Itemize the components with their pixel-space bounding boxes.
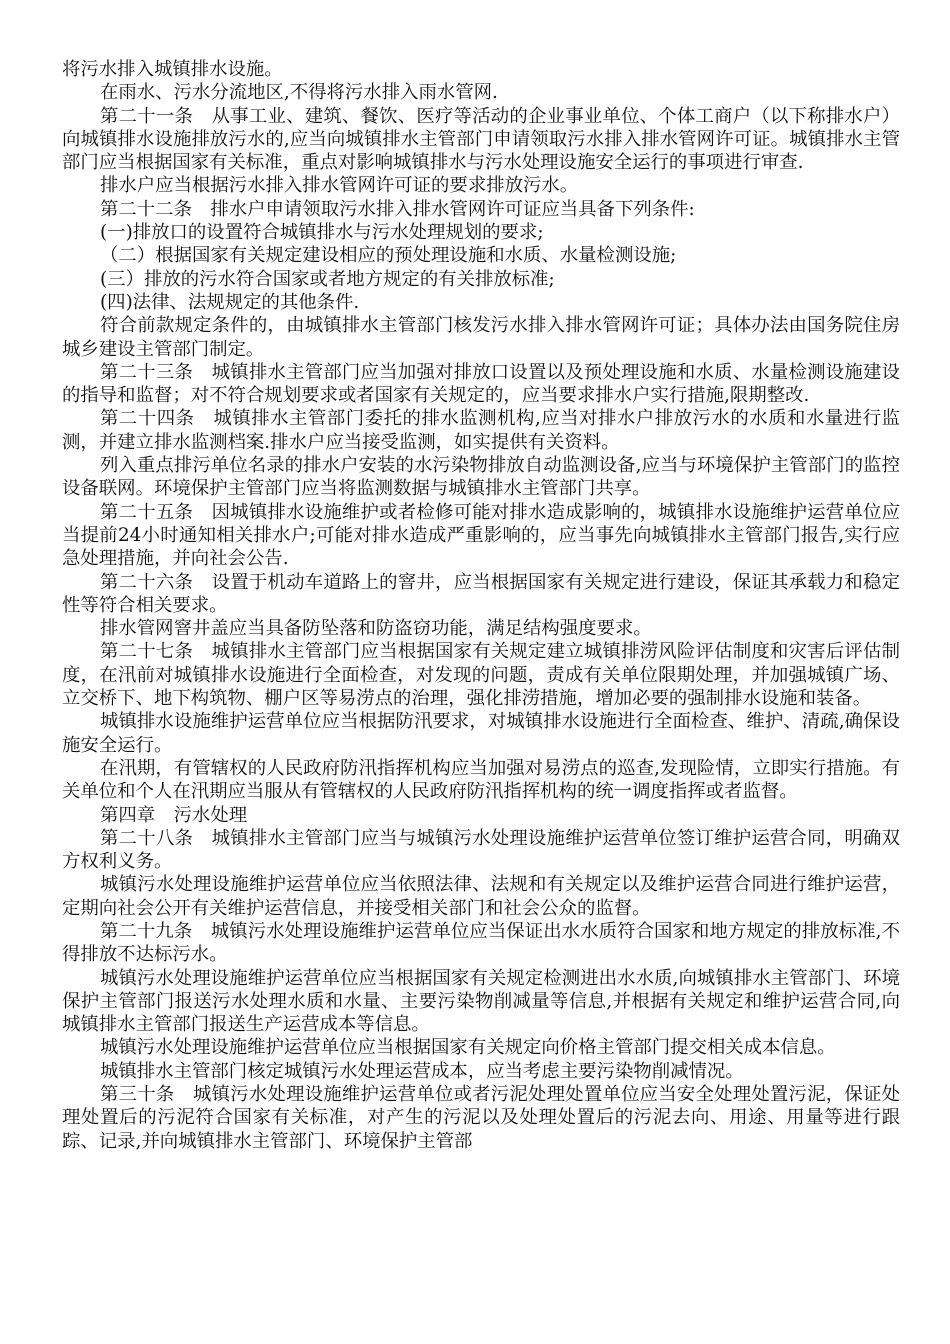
list-item: (一)排放口的设置符合城镇排水与污水处理规划的要求; [100,222,544,244]
list-item: (三）排放的污水符合国家或者地方规定的有关排放标准; [100,268,555,290]
article-23: 第二十三条 城镇排水主管部门应当加强对排放口设置以及预处理设施和水质、水量检测设施建设的指导和监督；对不符合规划要求或者国家有关规定的，应当要求排水户实行措施,限期整改. [62,361,900,407]
paragraph: 在汛期，有管辖权的人民政府防汛指挥机构应当加强对易涝点的巡查,发现险情，立即实行措施。有关单位和个人在汛期应当服从有管辖权的人民政府防汛指挥机构的统一调度指挥或者监督。 [62,757,900,803]
article-27: 第二十七条 城镇排水主管部门应当根据国家有关规定建立城镇排涝风险评估制度和灾害后评估制度，在汛前对城镇排水设施进行全面检查，对发现的问题，责成有关单位限期处理，并加强城镇广场、立交桥下、地下构筑物、棚户区等易涝点的治理，强化排涝措施，增加必要的强制排水设施和装备。 [62,641,900,710]
paragraph: 在雨水、污水分流地区,不得将污水排入雨水管网. [100,82,498,104]
paragraph: 城镇污水处理设施维护运营单位应当根据国家有关规定检测进出水水质,向城镇排水主管部门、环境保护主管部门报送污水处理水质和水量、主要污染物削减量等信息,并根据有关规定和维护运营合同,向城镇排水主管部门报送生产运营成本等信息。 [62,967,900,1036]
list-item: (四)法律、法规规定的其他条件. [100,291,360,313]
article-29: 第二十九条 城镇污水处理设施维护运营单位应当保证出水水质符合国家和地方规定的排放标准,不得排放不达标污水。 [62,920,900,966]
paragraph: 城镇排水设施维护运营单位应当根据防汛要求，对城镇排水设施进行全面检查、维护、清疏,确保设施安全运行。 [62,711,900,756]
article-22: 第二十二条 排水户申请领取污水排入排水管网许可证应当具备下列条件: [100,198,695,220]
document-page [62,58,900,1153]
paragraph: 列入重点排污单位名录的排水户安装的水污染物排放自动监测设备,应当与环境保护主管部门的监控设备联网。环境保护主管部门应当将监测数据与城镇排水主管部门共享。 [62,455,900,500]
chapter-heading: 第四章 污水处理 [100,804,248,826]
article-24: 第二十四条 城镇排水主管部门委托的排水监测机构,应当对排水户排放污水的水质和水量进行监测，并建立排水监测档案.排水户应当接受监测，如实提供有关资料。 [62,408,900,453]
paragraph: 城镇污水处理设施维护运营单位应当根据国家有关规定向价格主管部门提交相关成本信息。 [100,1037,836,1059]
paragraph: 排水管网窨井盖应当具备防坠落和防盗窃功能，满足结构强度要求。 [100,618,652,640]
article-21: 第二十一条 从事工业、建筑、餐饮、医疗等活动的企业事业单位、个体工商户（以下称排水户）向城镇排水设施排放污水的,应当向城镇排水主管部门申请领取污水排入排水管网许可证。城镇排水主管部门应当根据国家有关标准，重点对影响城镇排水与污水处理设施安全运行的事项进行审查. [62,105,900,174]
paragraph: 城镇排水主管部门核定城镇污水处理运营成本，应当考虑主要污染物削减情况。 [100,1060,744,1082]
article-25: 第二十五条 因城镇排水设施维护或者检修可能对排水造成影响的，城镇排水设施维护运营单位应当提前24小时通知相关排水户;可能对排水造成严重影响的，应当事先向城镇排水主管部门报告,实行应急处理措施，并向社会公告. [62,501,900,570]
paragraph: 城镇污水处理设施维护运营单位应当依照法律、法规和有关规定以及维护运营合同进行维护运营，定期向社会公开有关维护运营信息，并接受相关部门和社会公众的监督。 [62,874,900,919]
paragraph-continuation: 将污水排入城镇排水设施。 [62,59,283,80]
article-28: 第二十八条 城镇排水主管部门应当与城镇污水处理设施维护运营单位签订维护运营合同，明确双方权利义务。 [62,827,900,873]
list-item: （二）根据国家有关规定建设相应的预处理设施和水质、水量检测设施; [100,245,677,267]
paragraph: 排水户应当根据污水排入排水管网许可证的要求排放污水。 [100,175,579,197]
article-30: 第三十条 城镇污水处理设施维护运营单位或者污泥处理处置单位应当安全处理处置污泥，保证处理处置后的污泥符合国家有关标准，对产生的污泥以及处理处置后的污泥去向、用途、用量等进行跟踪、记录,并向城镇排水主管部门、环境保护主管部 [62,1084,900,1152]
paragraph: 符合前款规定条件的，由城镇排水主管部门核发污水排入排水管网许可证；具体办法由国务院住房城乡建设主管部门制定。 [62,315,900,360]
article-26: 第二十六条 设置于机动车道路上的窨井，应当根据国家有关规定进行建设，保证其承载力和稳定性等符合相关要求。 [62,571,900,616]
